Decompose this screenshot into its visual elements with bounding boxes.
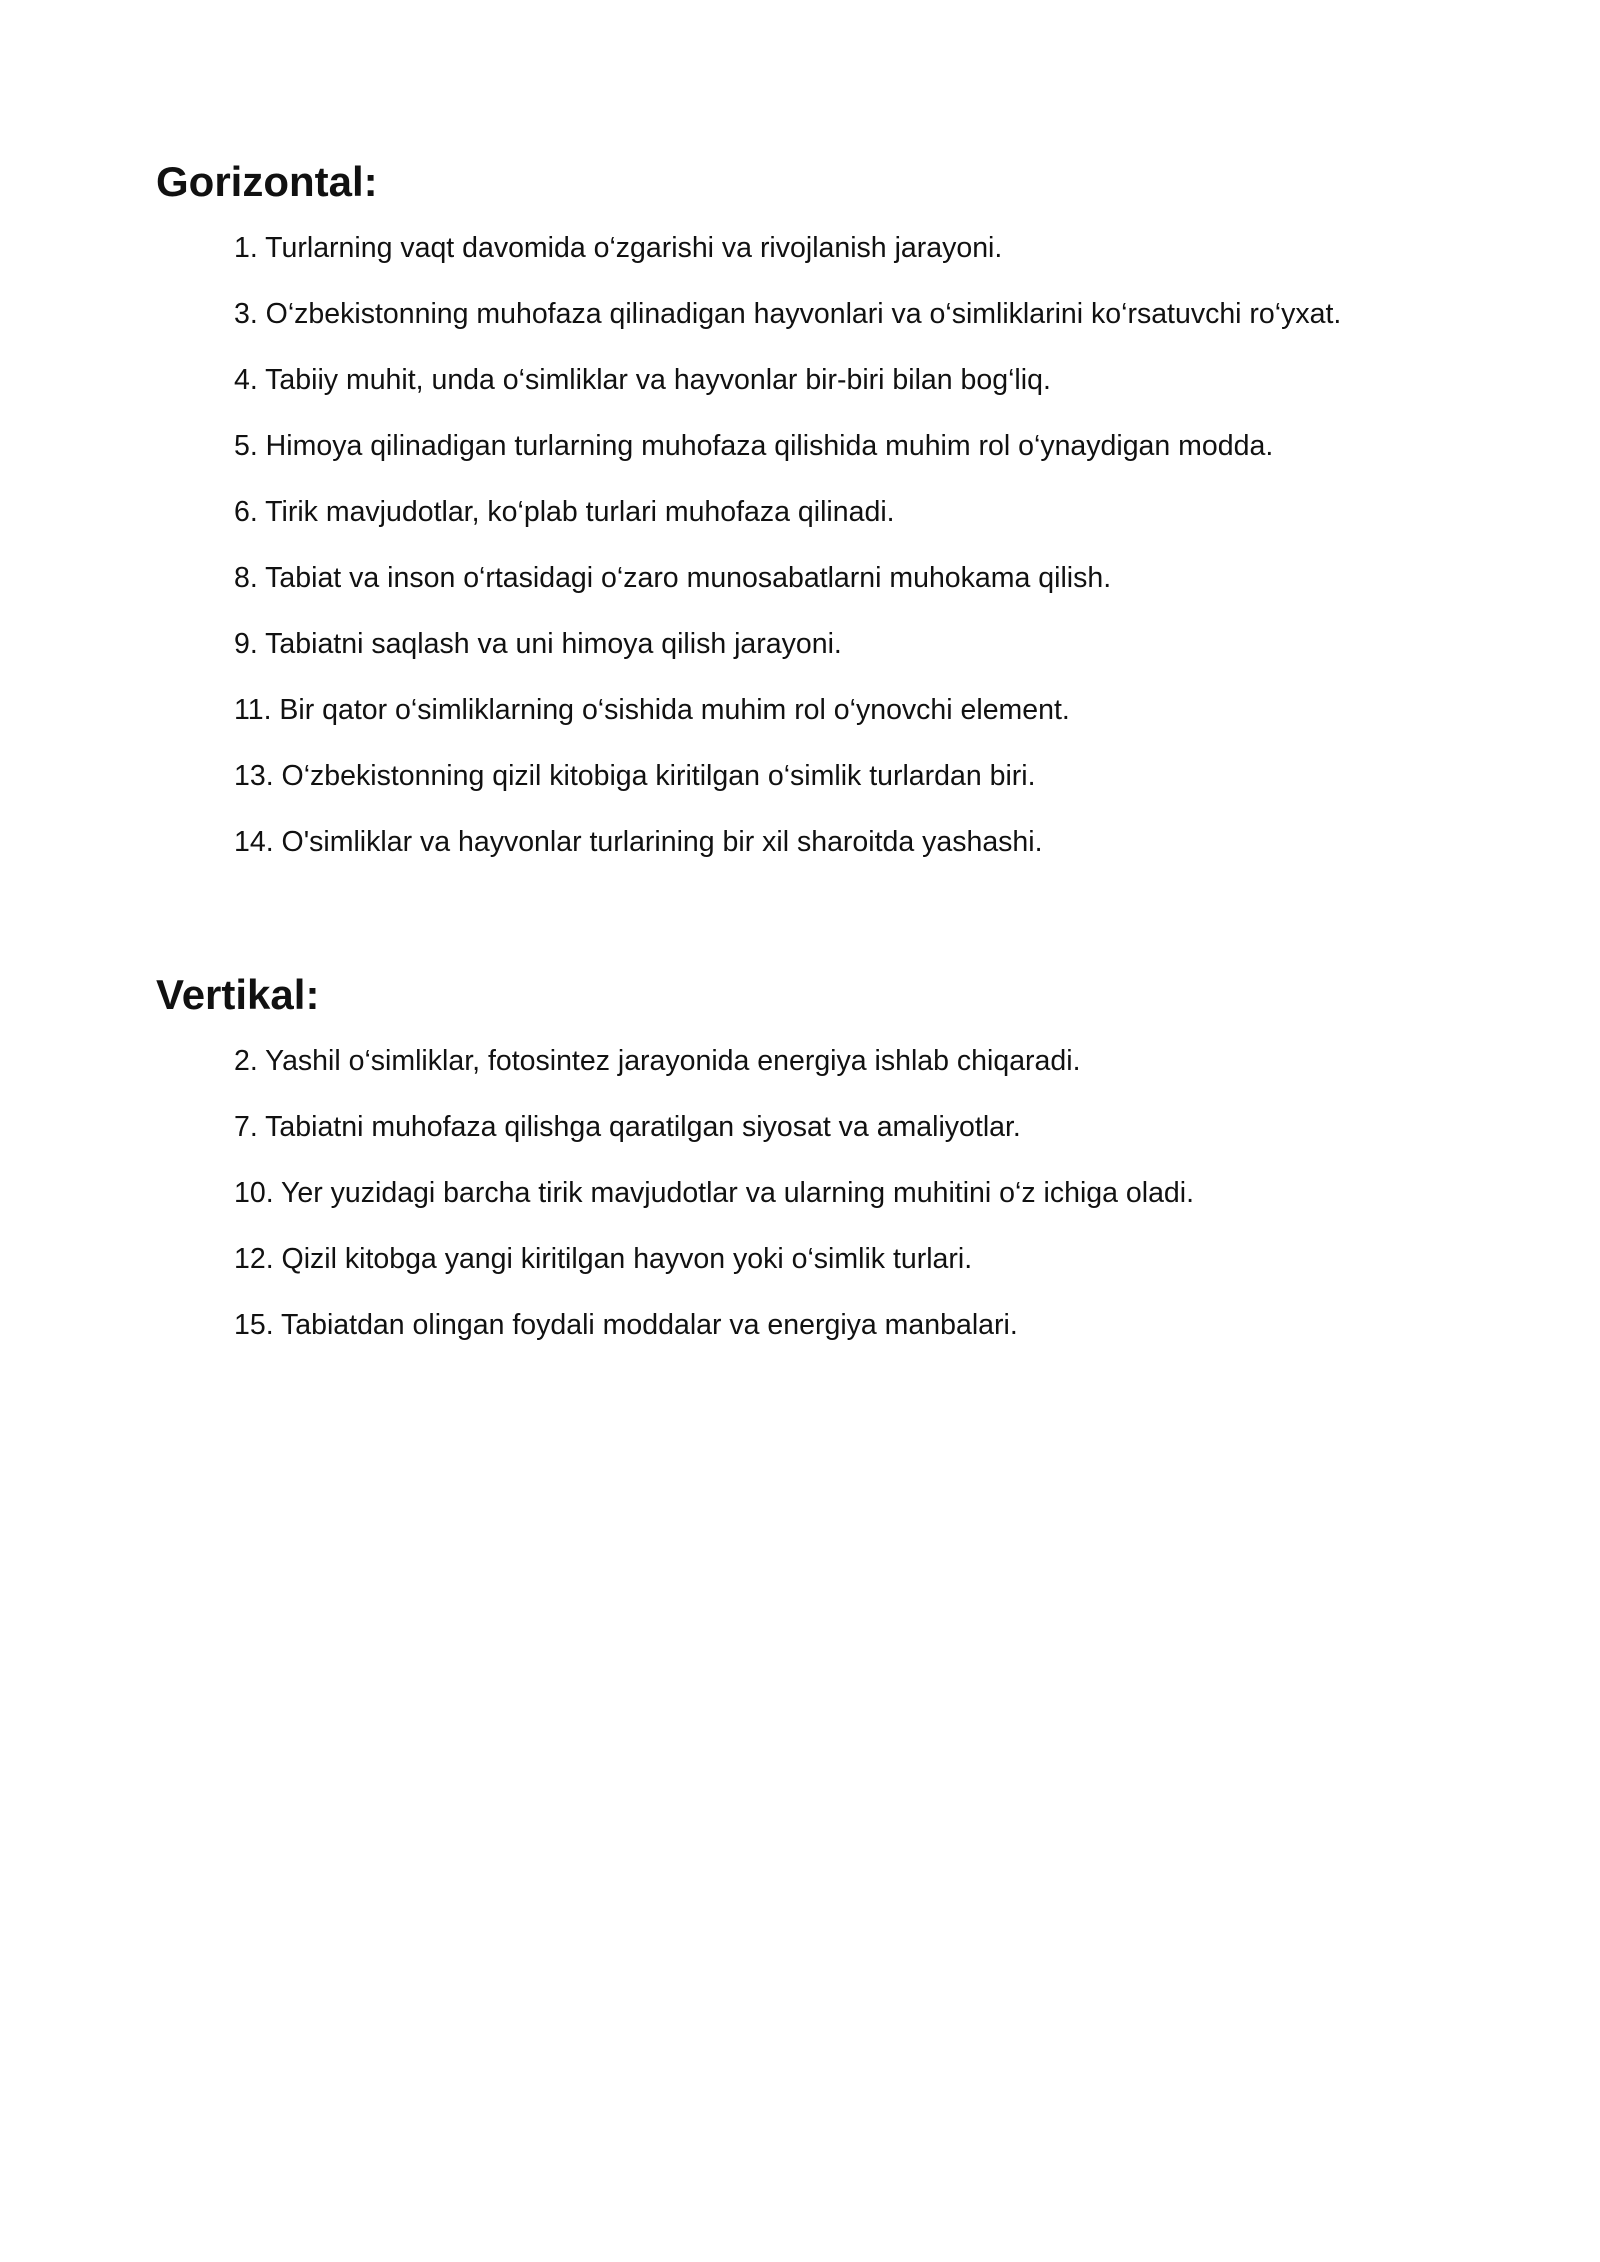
clue-item: 3. O‘zbekistonning muhofaza qilinadigan hayvonlari va o‘simliklarini ko‘rsatuvchi ro‘yxat.	[234, 298, 1342, 330]
clue-item: 1. Turlarning vaqt davomida o‘zgarishi va rivojlanish jarayoni.	[234, 232, 1003, 264]
vertical-clues-section	[156, 963, 1456, 1371]
clue-item: 11. Bir qator o‘simliklarning o‘sishida muhim rol o‘ynovchi element.	[234, 694, 1070, 726]
clue-item: 10. Yer yuzidagi barcha tirik mavjudotlar va ularning muhitini o‘z ichiga oladi.	[234, 1177, 1195, 1209]
horizontal-title: Gorizontal:	[156, 158, 378, 205]
clue-item: 5. Himoya qilinadigan turlarning muhofaza qilishida muhim rol o‘ynaydigan modda.	[234, 430, 1274, 462]
clue-item: 13. O‘zbekistonning qizil kitobiga kiritilgan o‘simlik turlardan biri.	[234, 760, 1036, 792]
clue-item: 6. Tirik mavjudotlar, ko‘plab turlari muhofaza qilinadi.	[234, 496, 895, 528]
vertical-clue-list	[156, 1041, 1456, 1345]
clue-item: 14. O'simliklar va hayvonlar turlarining bir xil sharoitda yashashi.	[234, 826, 1043, 858]
horizontal-clues-section	[156, 150, 1456, 888]
clue-item: 9. Tabiatni saqlash va uni himoya qilish jarayoni.	[234, 628, 842, 660]
horizontal-clue-list	[156, 228, 1456, 862]
clue-item: 7. Tabiatni muhofaza qilishga qaratilgan siyosat va amaliyotlar.	[234, 1111, 1021, 1143]
clue-item: 12. Qizil kitobga yangi kiritilgan hayvon yoki o‘simlik turlari.	[234, 1243, 973, 1275]
clue-item: 8. Tabiat va inson o‘rtasidagi o‘zaro munosabatlarni muhokama qilish.	[234, 562, 1112, 594]
clue-item: 2. Yashil o‘simliklar, fotosintez jarayonida energiya ishlab chiqaradi.	[234, 1045, 1081, 1077]
vertical-title: Vertikal:	[156, 971, 320, 1018]
clue-item: 15. Tabiatdan olingan foydali moddalar va energiya manbalari.	[234, 1309, 1018, 1341]
clue-item: 4. Tabiiy muhit, unda o‘simliklar va hayvonlar bir-biri bilan bog‘liq.	[234, 364, 1051, 396]
